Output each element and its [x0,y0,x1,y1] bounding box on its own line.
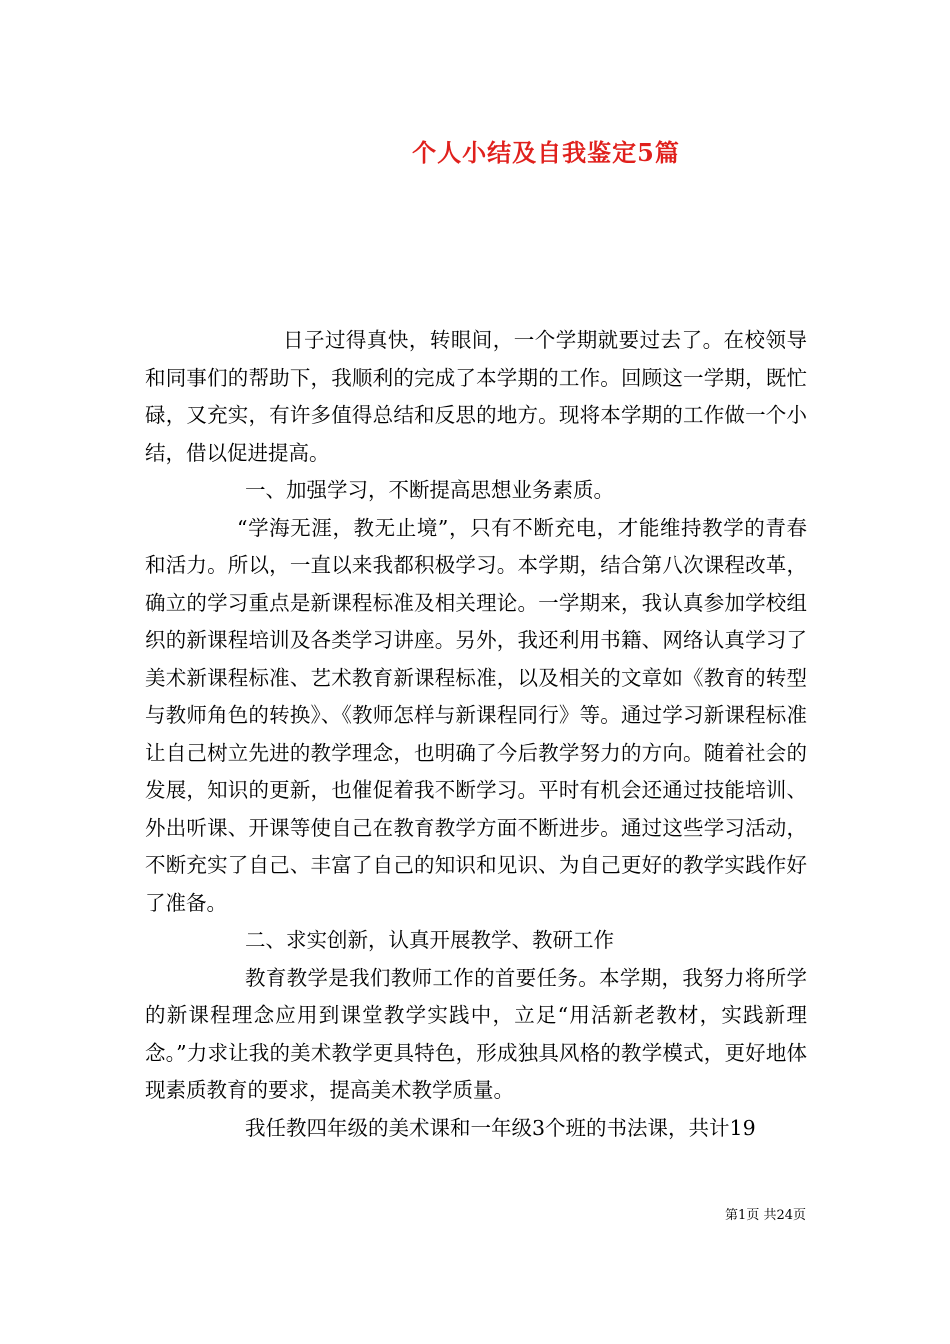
document-body [145,322,807,1147]
page-number-footer: 第1页 共24页 [725,1208,806,1223]
paragraph-intro: 日子过得真快，转眼间，一个学期就要过去了。在校领导和同事们的帮助下，我顺利的完成了本学期的工作。回顾这一学期，既忙碌，又充实，有许多值得总结和反思的地方。现将本学期的工作做一个小结，借以促进提高。 [145,328,807,465]
paragraph-classes: 我任教四年级的美术课和一年级3个班的书法课，共计19 [245,1115,756,1140]
paragraph-teaching: 教育教学是我们教师工作的首要任务。本学期，我努力将所学的新课程理念应用到课堂教学实践中，立足“用活新老教材，实践新理念。”力求让我的美术教学更具特色，形成独具风格的教学模式，更好地体现素质教育的要求，提高美术教学质量。 [145,965,807,1102]
section-heading-1: 一、加强学习，不断提高思想业务素质。 [245,478,614,502]
document-title: 个人小结及自我鉴定5篇 [412,138,680,167]
section-heading-2: 二、求实创新，认真开展教学、教研工作 [245,928,614,952]
paragraph-learning: “学海无涯，教无止境”，只有不断充电，才能维持教学的青春和活力。所以，一直以来我都积极学习。本学期，结合第八次课程改革，确立的学习重点是新课程标准及相关理论。一学期来，我认真参加学校组织的新课程培训及各类学习讲座。另外，我还利用书籍、网络认真学习了美术新课程标准、艺术教育新课程标准，以及相关的文章如《教育的转型与教师角色的转换》、《教师怎样与新课程同行》等。通过学习新课程标准让自己树立先进的教学理念，也明确了今后教学努力的方向。随着社会的发展，知识的更新，也催促着我不断学习。平时有机会还通过技能培训、外出听课、开课等使自己在教育教学方面不断进步。通过这些学习活动，不断充实了自己、丰富了自己的知识和见识、为自己更好的教学实践作好了准备。 [145,515,807,915]
